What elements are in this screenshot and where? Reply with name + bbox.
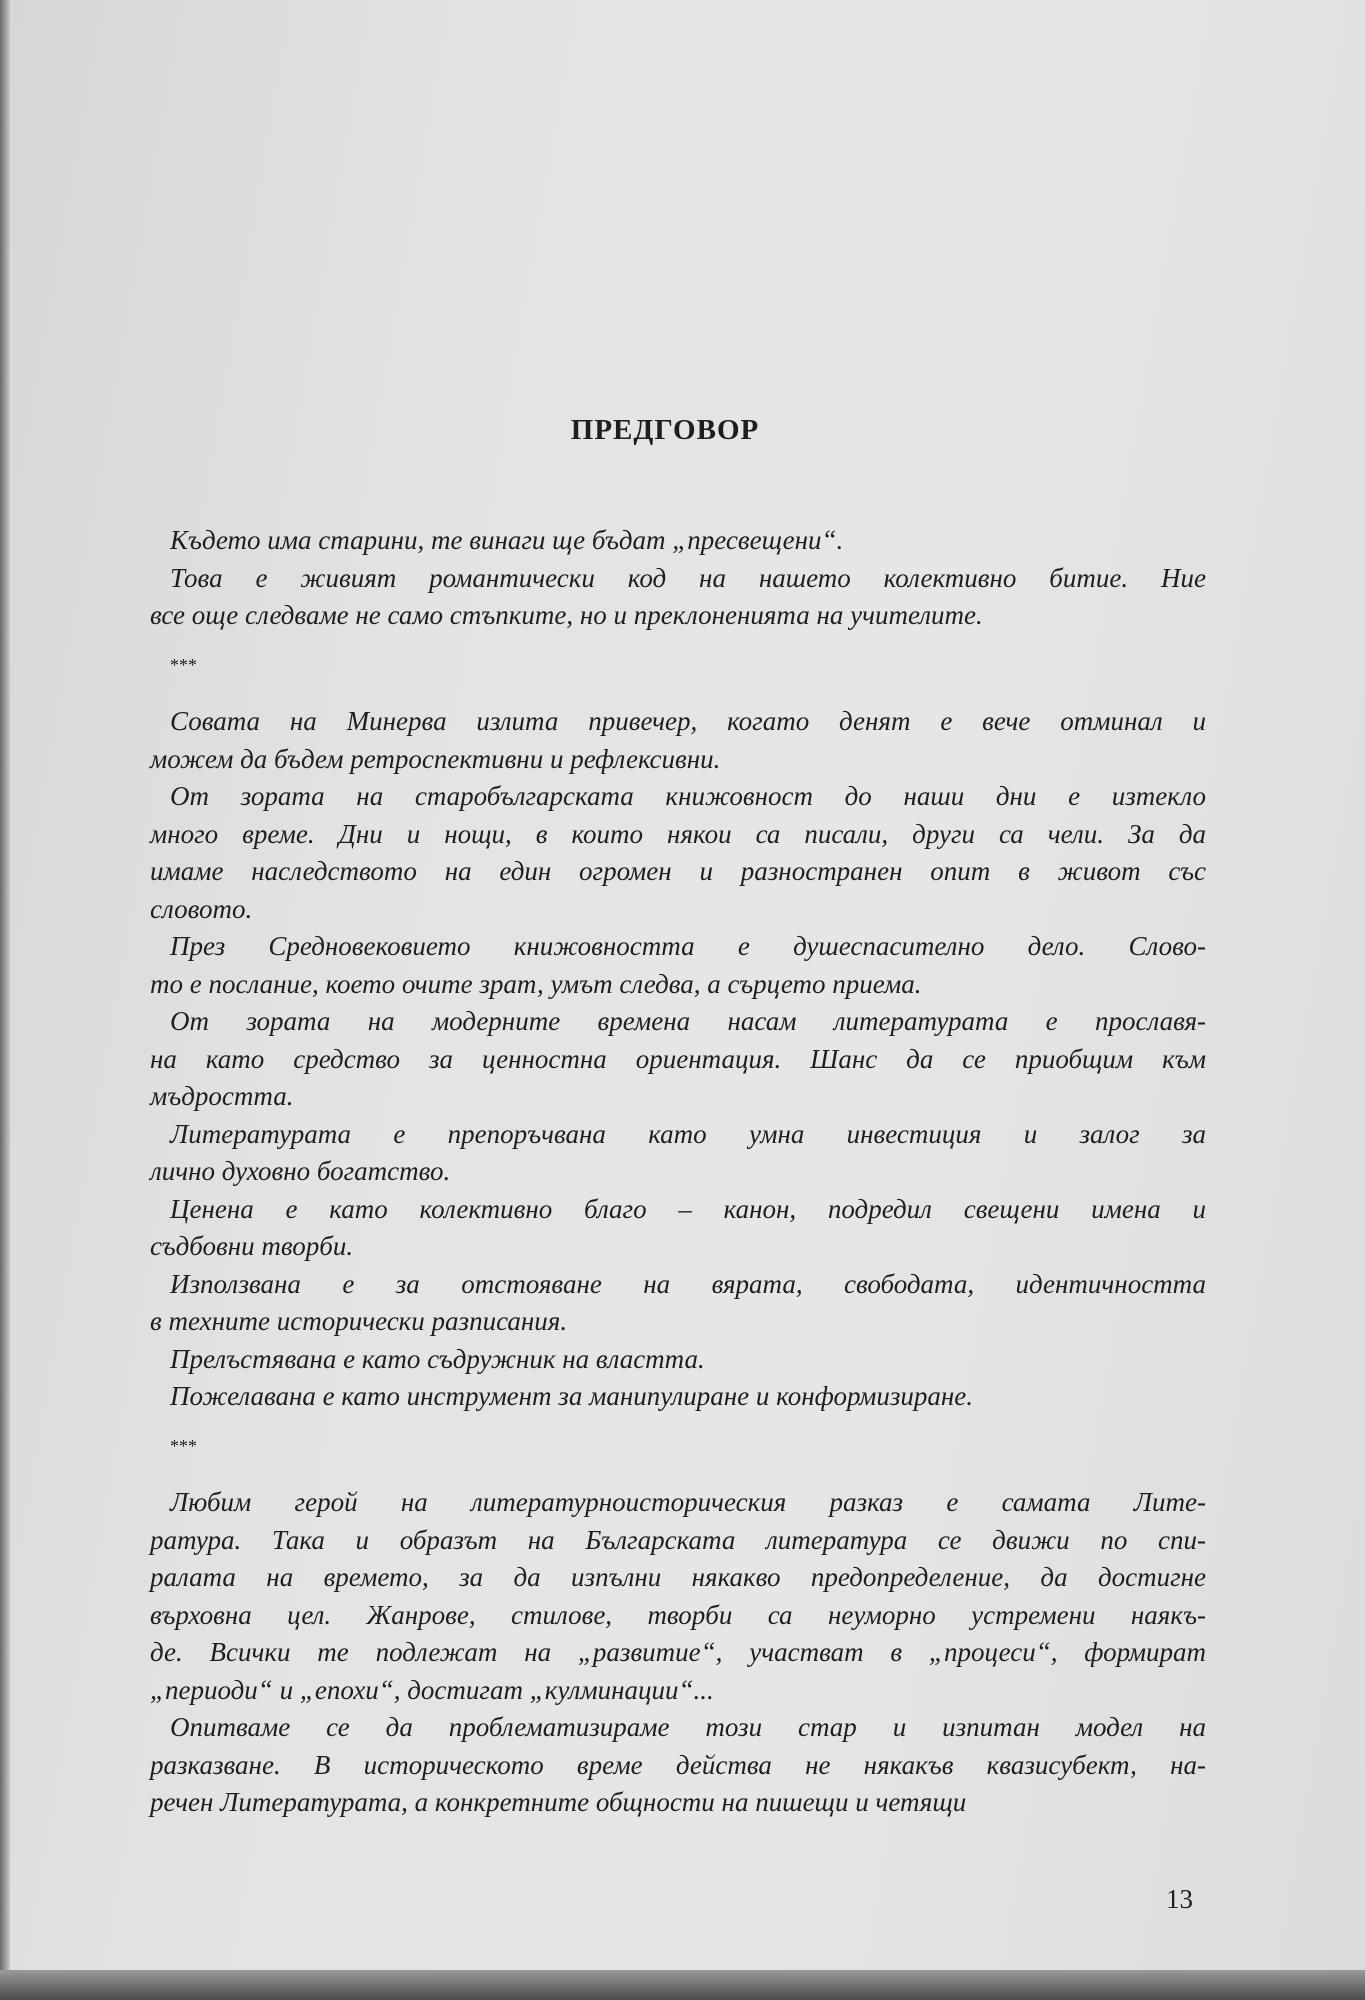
paragraph [150, 1116, 1206, 1191]
text-line: речен Литературата, а конкретните общности на пишещи и четящи [150, 1787, 967, 1817]
text-line: Пожелавана е като инструмент за манипулиране и конформизиране. [170, 1381, 973, 1411]
text-line: съдбовни творби. [150, 1231, 354, 1261]
text-line: Литературата е препоръчвана като умна инвестиция и залог за [170, 1118, 1206, 1149]
page-bottom-edge [0, 1970, 1365, 2000]
book-spine-edge [0, 0, 10, 2000]
text-line: словото. [150, 893, 253, 924]
text-line: мъдростта. [150, 1081, 294, 1111]
text-line: имаме наследството на един огромен и разностранен опит в живот със [150, 856, 1206, 886]
text-line: ратура. Така и образът на Българската литература се движи по спи- [150, 1524, 1206, 1555]
text-line: де. Всички те подлежат на „развитие“, участват в „процеси“, формират [150, 1637, 1206, 1667]
section-separator: *** [170, 1435, 197, 1456]
text-line: Прелъстявана е като съдружник на властта. [170, 1343, 705, 1374]
text-line: върховна цел. Жанрове, стилове, творби са неуморно устремени наякъ- [150, 1599, 1206, 1630]
page-body [150, 522, 1206, 1822]
text-line: Совата на Минерва излита привечер, когато денят е вече отминал и [170, 706, 1206, 736]
text-line: то е послание, което очите зрат, умът следва, а сърцето приема. [150, 968, 922, 999]
text-line: ралата на времето, за да изпълни някакво предопределение, да достигне [150, 1562, 1206, 1592]
text-line: Където има старини, те винаги ще бъдат „пресвещени“. [170, 525, 844, 555]
text-line: Любим герой на литературноисторическия разказ е самата Лите- [170, 1487, 1206, 1517]
paragraph [150, 778, 1206, 928]
text-line: Опитваме се да проблематизираме този стар и изпитан модел на [170, 1712, 1206, 1742]
paragraph [150, 1484, 1206, 1709]
text-line: можем да бъдем ретроспективни и рефлексивни. [150, 743, 721, 774]
paragraph [150, 1266, 1206, 1341]
text-line: През Средновековието книжовността е душеспасително дело. Слово- [170, 931, 1206, 961]
paragraph [150, 1191, 1206, 1266]
page-number: 13 [1166, 1884, 1193, 1914]
paragraph [150, 560, 1206, 635]
page-title: ПРЕДГОВОР [570, 414, 760, 446]
text-line: Това е живият романтически код на нашето колективно битие. Ние [170, 562, 1206, 593]
paragraph [150, 1341, 1206, 1379]
text-line: много време. Дни и нощи, в които някои са писали, други са чели. За да [150, 818, 1206, 849]
text-line: От зората на модерните времена насам литературата е прославя- [170, 1006, 1206, 1036]
text-line: От зората на старобългарската книжовност до наши дни е изтекло [170, 781, 1206, 811]
text-line: разказване. В историческото време действа не някакъв квазисубект, на- [150, 1749, 1206, 1780]
text-line: лично духовно богатство. [150, 1156, 451, 1186]
text-line: „периоди“ и „епохи“, достигат „кулминации“... [150, 1674, 714, 1705]
text-line: Използвана е за отстояване на вярата, свободата, идентичността [170, 1268, 1206, 1299]
section-separator: *** [170, 654, 197, 675]
paragraph [150, 1378, 1206, 1416]
text-line: на като средство за ценностна ориентация. Шанс да се приобщим към [150, 1043, 1206, 1074]
text-line: Ценена е като колективно благо – канон, подредил свещени имена и [170, 1193, 1206, 1224]
paragraph [150, 1003, 1206, 1116]
paragraph [150, 703, 1206, 778]
paragraph [150, 522, 1206, 560]
paragraph [150, 928, 1206, 1003]
text-line: в техните исторически разписания. [150, 1306, 568, 1336]
paragraph [150, 1709, 1206, 1822]
text-line: все още следваме не само стъпките, но и преклоненията на учителите. [150, 600, 983, 630]
